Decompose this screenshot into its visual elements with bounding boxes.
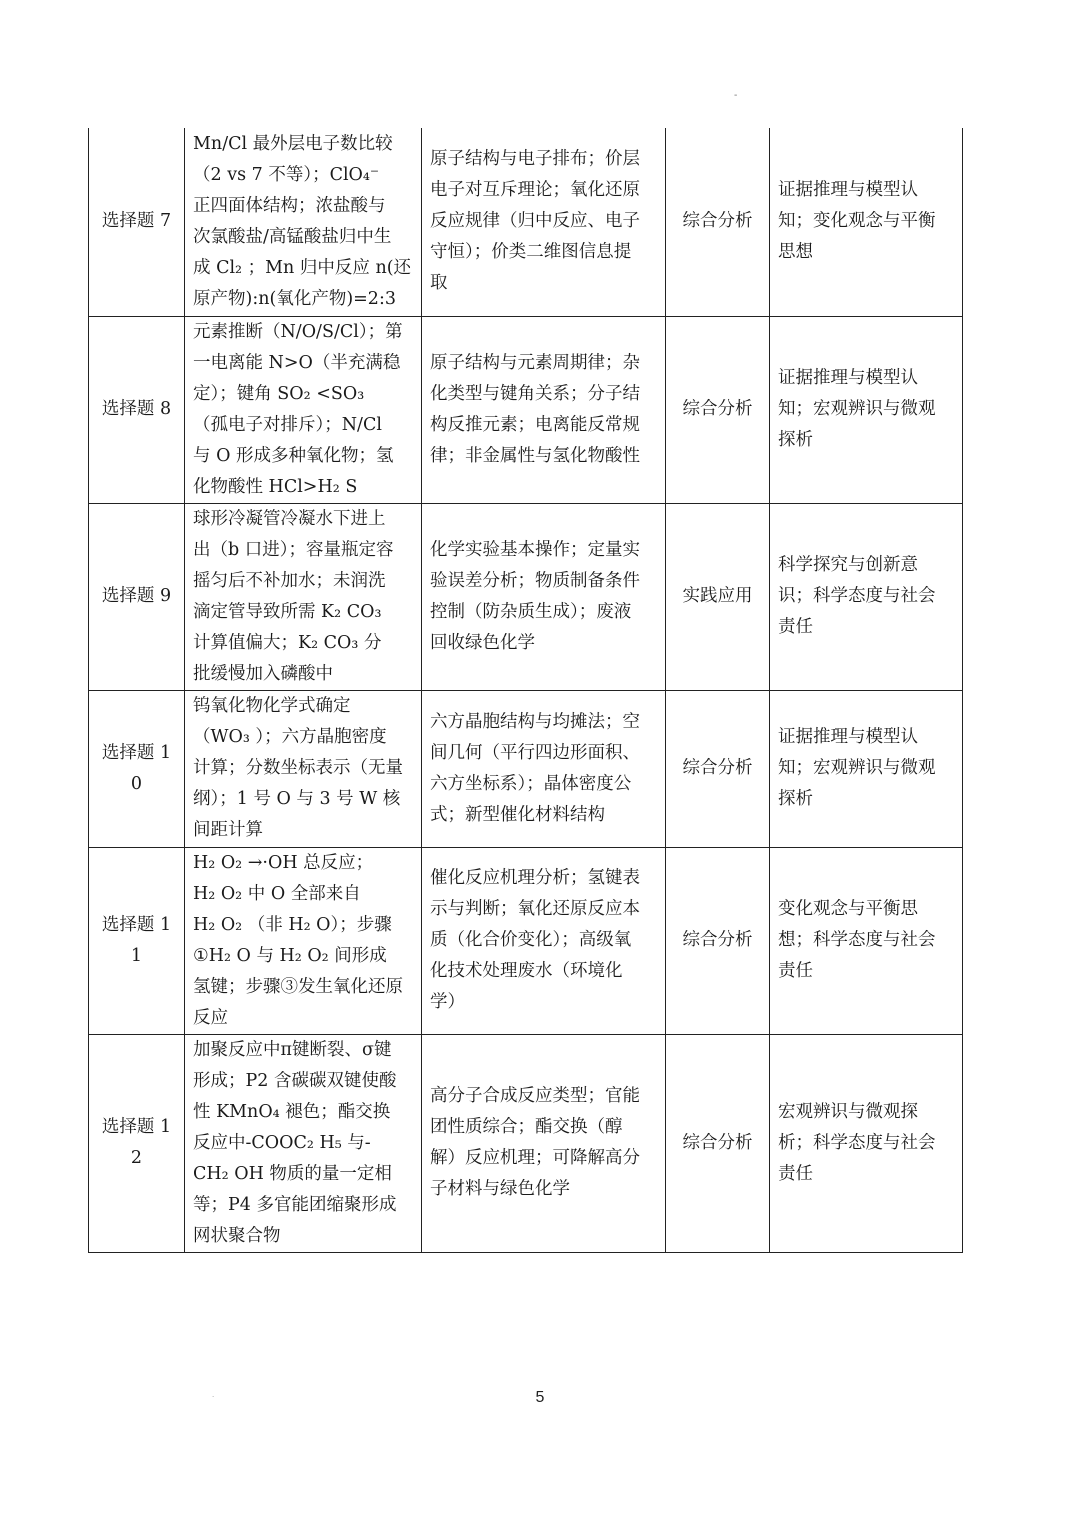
cell-line: 滴定管导致所需 K₂ CO₃ xyxy=(193,601,382,622)
literacy-cell xyxy=(770,128,963,316)
cell-line: 等；P4 多官能团缩聚形成 xyxy=(193,1194,397,1215)
cell-line: ①H₂ O 与 H₂ O₂ 间形成 xyxy=(193,945,387,966)
table-row xyxy=(89,316,963,503)
knowledge-cell xyxy=(185,847,422,1034)
cell-line: 证据推理与模型认 xyxy=(778,368,918,388)
cell-line: 析；科学态度与社会 xyxy=(778,1132,936,1153)
literacy-cell xyxy=(770,1034,963,1252)
ability-cell: 综合分析 xyxy=(666,847,770,1034)
concepts-cell xyxy=(422,316,666,503)
knowledge-cell xyxy=(185,690,422,847)
cell-line: 示与判断；氧化还原反应本 xyxy=(430,899,640,919)
cell-line: 证据推理与模型认 xyxy=(778,180,918,201)
knowledge-cell xyxy=(185,503,422,690)
cell-line: 定）；键角 SO₂ <SO₃ xyxy=(193,383,365,404)
cell-line: 回收绿色化学 xyxy=(430,632,535,653)
cell-line: 质（化合价变化）；高级氧 xyxy=(430,930,632,950)
literacy-cell xyxy=(770,690,963,847)
cell-line: 出（b 口进）；容量瓶定容 xyxy=(193,539,394,560)
question-cell: 选择题 7 xyxy=(89,128,185,316)
table-row xyxy=(89,690,963,847)
cell-line: 子材料与绿色化学 xyxy=(430,1179,570,1199)
cell-line: 验误差分析；物质制备条件 xyxy=(430,570,640,591)
cell-line: 间几何（平行四边形面积、 xyxy=(430,742,640,763)
cell-line: H₂ O₂ 中 O 全部来自 xyxy=(193,883,361,904)
literacy-cell xyxy=(770,847,963,1034)
cell-line: 变化观念与平衡思 xyxy=(778,899,918,919)
cell-line: 化学实验基本操作；定量实 xyxy=(430,539,640,560)
knowledge-cell xyxy=(185,316,422,503)
ability-cell: 综合分析 xyxy=(666,316,770,503)
cell-line: 化技术处理废水（环境化 xyxy=(430,961,623,981)
cell-line: Mn/Cl 最外层电子数比较 xyxy=(193,133,393,154)
cell-line: 钨氧化物化学式确定 xyxy=(193,696,351,716)
footer-dot: . xyxy=(212,1390,215,1399)
knowledge-cell xyxy=(185,128,422,316)
cell-line: 守恒）；价类二维图信息提 xyxy=(430,242,632,263)
literacy-cell xyxy=(770,503,963,690)
cell-line: 间距计算 xyxy=(193,820,263,840)
cell-line: 责任 xyxy=(778,961,813,981)
cell-line: 知；变化观念与平衡 xyxy=(778,211,936,232)
cell-line: 知；宏观辨识与微观 xyxy=(778,758,936,778)
literacy-cell xyxy=(770,316,963,503)
cell-line: CH₂ OH 物质的量一定相 xyxy=(193,1163,392,1184)
ability-cell: 综合分析 xyxy=(666,1034,770,1252)
cell-line: H₂ O₂ →·OH 总反应； xyxy=(193,852,374,873)
cell-line: 高分子合成反应类型；官能 xyxy=(430,1086,640,1106)
concepts-cell xyxy=(422,690,666,847)
table-row xyxy=(89,847,963,1034)
cell-line: 想；科学态度与社会 xyxy=(778,930,936,950)
cell-line: 化物酸性 HCl>H₂ S xyxy=(193,476,358,497)
cell-line: 计算值偏大；K₂ CO₃ 分 xyxy=(193,632,382,653)
cell-line: 识；科学态度与社会 xyxy=(778,586,936,606)
table-row xyxy=(89,1034,963,1252)
cell-line: 次氯酸盐/高锰酸盐归中生 xyxy=(193,226,392,247)
curriculum-table xyxy=(88,128,963,1253)
cell-line: 六方坐标系）；晶体密度公 xyxy=(430,773,632,794)
cell-line: 控制（防杂质生成）；废液 xyxy=(430,601,632,622)
cell-line: 六方晶胞结构与均摊法；空 xyxy=(430,711,640,732)
cell-line: 纲）；1 号 O 与 3 号 W 核 xyxy=(193,789,401,809)
cell-line: 元素推断（N/O/S/Cl）；第 xyxy=(193,321,403,342)
cell-line: 氢键；步骤③发生氧化还原 xyxy=(193,976,403,997)
cell-line: 反应规律（归中反应、电子 xyxy=(430,211,640,232)
cell-line: 知；宏观辨识与微观 xyxy=(778,399,936,419)
cell-line: 反应 xyxy=(193,1007,228,1028)
table-row xyxy=(89,128,963,316)
ability-cell: 综合分析 xyxy=(666,690,770,847)
cell-line: 律；非金属性与氢化物酸性 xyxy=(430,445,640,466)
cell-line: 取 xyxy=(430,273,448,294)
table-row xyxy=(89,503,963,690)
knowledge-cell xyxy=(185,1034,422,1252)
cell-line: 责任 xyxy=(778,1163,813,1184)
cell-line: 探析 xyxy=(778,789,813,809)
cell-line: 加聚反应中π键断裂、σ键 xyxy=(193,1039,392,1060)
cell-line: 科学探究与创新意 xyxy=(778,555,918,575)
cell-line: 团性质综合；酯交换（醇 xyxy=(430,1117,623,1137)
question-cell: 选择题 8 xyxy=(89,316,185,503)
page-number: 5 xyxy=(535,1389,545,1406)
cell-line: （孤电子对排斥）；N/Cl xyxy=(193,414,382,435)
cell-line: 化类型与键角关系；分子结 xyxy=(430,383,640,404)
cell-line: 球形冷凝管冷凝水下进上 xyxy=(193,508,386,529)
cell-line: 成 Cl₂ ；Mn 归中反应 n(还 xyxy=(193,257,412,278)
cell-line: 正四面体结构；浓盐酸与 xyxy=(193,195,386,216)
cell-line: 一电离能 N>O（半充满稳 xyxy=(193,352,401,373)
cell-line: （WO₃ ）；六方晶胞密度 xyxy=(193,727,387,747)
cell-line: 原子结构与电子排布；价层 xyxy=(430,149,640,170)
cell-line: 学） xyxy=(430,992,465,1012)
cell-line: 计算；分数坐标表示（无量 xyxy=(193,758,403,778)
question-cell: 选择题 10 xyxy=(89,690,185,847)
cell-line: 与 O 形成多种氧化物；氢 xyxy=(193,445,394,466)
cell-line: 思想 xyxy=(778,242,813,263)
cell-line: 解）反应机理；可降解高分 xyxy=(430,1148,640,1168)
cell-line: 摇匀后不补加水；未润洗 xyxy=(193,570,386,591)
cell-line: （2 vs 7 不等）；ClO₄⁻ xyxy=(193,164,380,185)
question-cell: 选择题 11 xyxy=(89,847,185,1034)
cell-line: 形成；P2 含碳碳双键使酸 xyxy=(193,1070,397,1091)
cell-line: 宏观辨识与微观探 xyxy=(778,1101,918,1122)
cell-line: 构反推元素；电离能反常规 xyxy=(430,414,640,435)
header-mark: - xyxy=(734,90,738,101)
cell-line: 探析 xyxy=(778,430,813,450)
concepts-cell xyxy=(422,503,666,690)
concepts-cell xyxy=(422,847,666,1034)
cell-line: 反应中-COOC₂ H₅ 与- xyxy=(193,1132,371,1153)
question-cell: 选择题 9 xyxy=(89,503,185,690)
concepts-cell xyxy=(422,128,666,316)
ability-cell: 实践应用 xyxy=(666,503,770,690)
cell-line: 证据推理与模型认 xyxy=(778,727,918,747)
cell-line: 电子对互斥理论；氧化还原 xyxy=(430,180,640,201)
cell-line: 性 KMnO₄ 褪色；酯交换 xyxy=(193,1101,391,1122)
cell-line: 式；新型催化材料结构 xyxy=(430,804,605,825)
cell-line: H₂ O₂ （非 H₂ O）；步骤 xyxy=(193,914,392,935)
cell-line: 催化反应机理分析；氢键表 xyxy=(430,868,640,888)
question-cell: 选择题 12 xyxy=(89,1034,185,1252)
cell-line: 原子结构与元素周期律；杂 xyxy=(430,352,640,373)
cell-line: 原产物):n(氧化产物)=2:3 xyxy=(193,288,396,309)
cell-line: 批缓慢加入磷酸中 xyxy=(193,663,333,684)
cell-line: 责任 xyxy=(778,617,813,637)
concepts-cell xyxy=(422,1034,666,1252)
ability-cell: 综合分析 xyxy=(666,128,770,316)
cell-line: 网状聚合物 xyxy=(193,1225,281,1246)
